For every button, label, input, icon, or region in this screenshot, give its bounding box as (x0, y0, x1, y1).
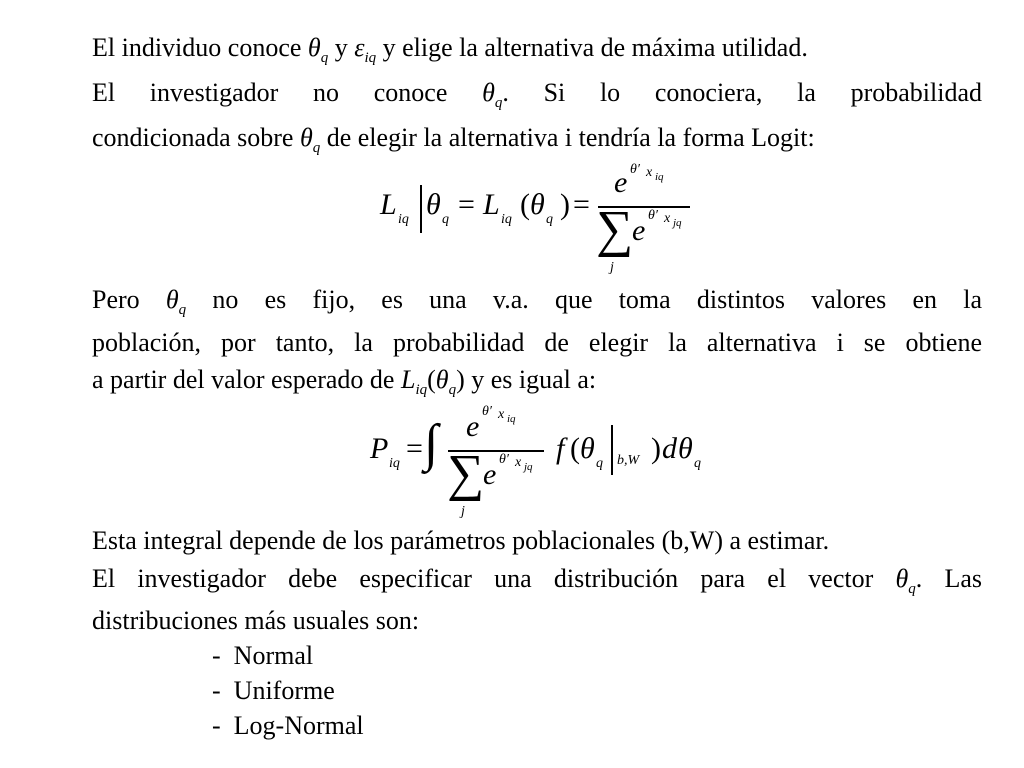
eq-subscript: q (694, 456, 701, 471)
subscript: iq (364, 50, 377, 66)
eq-exponent: x (515, 455, 522, 470)
eq-paren: ) (560, 188, 570, 221)
eq-theta: θ (678, 432, 693, 465)
theta-symbol: θ (482, 78, 495, 107)
list-item (212, 641, 313, 671)
paragraph-4-line-3 (92, 606, 419, 636)
sum-index: j (461, 504, 465, 519)
eq-exp-e: e (632, 214, 646, 247)
paragraph-2-line-1 (92, 78, 982, 111)
list-item (212, 676, 335, 706)
text: y (334, 33, 348, 62)
epsilon-symbol: ε (354, 33, 365, 62)
eq-subscript: q (596, 456, 603, 471)
paragraph-3-line-3 (92, 365, 597, 398)
eq-subscript: iq (398, 212, 409, 227)
L-symbol: L (400, 365, 416, 394)
eq-subscript: b,W (617, 453, 640, 468)
list-dash: - (212, 676, 221, 705)
text: población, por tanto, la probabilidad de elegir la alternativa i se obtiene (92, 328, 982, 357)
eq-exponent: jq (524, 461, 533, 473)
paragraph-3-line-1 (92, 285, 983, 318)
subscript: q (494, 95, 503, 111)
paragraph-4-line-1 (92, 526, 829, 556)
theta-symbol: θ (299, 123, 313, 152)
subscript: q (320, 50, 329, 66)
paragraph-3-line-2 (92, 328, 982, 358)
text: Pero (92, 285, 140, 314)
theta-symbol: θ (435, 365, 449, 394)
eq-subscript: q (546, 212, 553, 227)
eq-equals: = (458, 188, 475, 221)
text: El investigador no conoce (92, 78, 448, 107)
eq-exp-e: e (614, 166, 628, 199)
paragraph-2-line-2 (92, 123, 815, 156)
text: El individuo conoce (92, 33, 302, 62)
sum-symbol: ∑ (596, 201, 634, 258)
eq-exponent: θ′ (482, 404, 492, 419)
eq-exponent: θ′ (648, 208, 658, 223)
sum-symbol: ∑ (447, 445, 485, 502)
eq-exponent: θ′ (499, 452, 509, 467)
list-item (212, 711, 364, 741)
eq-paren: ( (570, 432, 580, 465)
eq-equals: = (573, 188, 590, 221)
eq-equals: = (406, 432, 423, 465)
list-dash: - (212, 641, 221, 670)
eq-L: L (483, 188, 500, 221)
subscript: q (448, 382, 457, 398)
eq-exponent: x (646, 165, 653, 180)
eq-subscript: iq (501, 212, 512, 227)
text: a partir del valor esperado de (92, 365, 395, 394)
paren: ) (456, 365, 465, 394)
eq-subscript: q (442, 212, 449, 227)
eq-P: P (370, 432, 389, 465)
text: no es fijo, es una v.a. que toma distintos valores en la (212, 285, 983, 314)
eq-theta: θ (426, 188, 441, 221)
eq-f: f (556, 432, 565, 465)
text: de elegir la alternativa i tendría la forma Logit: (326, 123, 815, 152)
list-dash: - (212, 711, 221, 740)
text: . Las (915, 564, 983, 593)
text: . Si lo conociera, la probabilidad (502, 78, 982, 107)
text: El investigador debe especificar una distribución para el vector (92, 564, 874, 593)
paragraph-4-line-2 (92, 564, 983, 597)
eq-exp-e: e (483, 458, 497, 491)
subscript: iq (415, 382, 428, 398)
text: Esta integral depende de los parámetros poblacionales (b,W) a estimar. (92, 526, 830, 555)
eq-subscript: iq (389, 456, 400, 471)
eq-exponent: θ′ (630, 162, 640, 177)
eq-paren: ) (651, 432, 661, 465)
paren: ( (427, 365, 436, 394)
eq-L: L (380, 188, 397, 221)
eq-exponent: x (664, 211, 671, 226)
conditional-bar (420, 185, 422, 233)
eq-theta: θ (530, 188, 545, 221)
paragraph-1-line-1 (92, 33, 808, 66)
sum-index: j (610, 260, 614, 275)
subscript: q (178, 302, 187, 318)
theta-symbol: θ (307, 33, 321, 62)
subscript: q (312, 140, 321, 156)
text: y elige la alternativa de máxima utilidad. (382, 33, 808, 62)
eq-exp-e: e (466, 410, 480, 443)
eq-exponent: iq (655, 171, 664, 183)
eq-theta: θ (580, 432, 595, 465)
text: distribuciones más usuales son: (92, 606, 420, 635)
eq-d: d (662, 432, 677, 465)
text: condicionada sobre (92, 123, 294, 152)
eq-exponent: jq (673, 217, 682, 229)
list-item-label: Normal (233, 641, 314, 670)
eq-exponent: iq (507, 413, 516, 425)
text: y es igual a: (471, 365, 597, 394)
conditional-bar (611, 425, 613, 475)
list-item-label: Uniforme (233, 676, 335, 705)
theta-symbol: θ (895, 564, 909, 593)
integral-symbol: ∫ (424, 415, 439, 472)
eq-paren: ( (520, 188, 530, 221)
theta-symbol: θ (165, 285, 179, 314)
subscript: q (908, 581, 916, 597)
eq-exponent: x (498, 407, 505, 422)
list-item-label: Log-Normal (233, 711, 364, 740)
